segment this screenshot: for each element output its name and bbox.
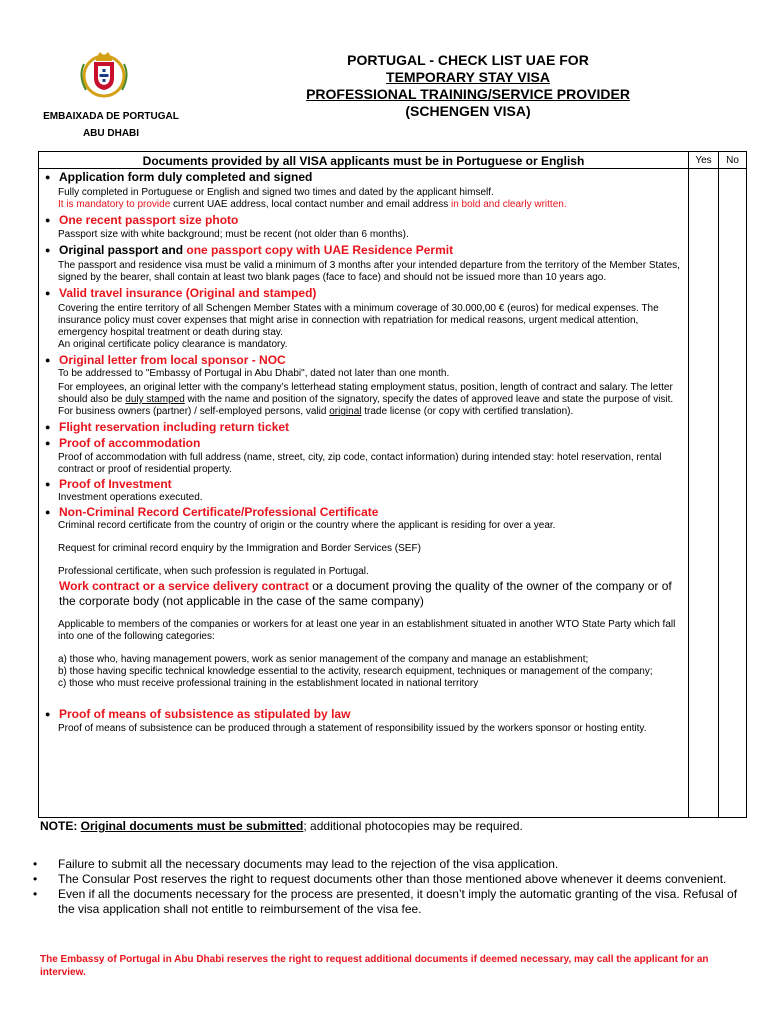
item-desc: Request for criminal record enquiry by the Immigration and Border Services (SEF) <box>58 543 421 554</box>
item-desc: c) those who must receive professional training in the establishment located in national territory <box>58 678 479 689</box>
bullet-icon: • <box>33 887 38 901</box>
checklist-items <box>39 169 689 818</box>
no-column-header: No <box>719 152 747 169</box>
bullet-icon: ● <box>45 355 51 365</box>
item-desc: Proof of accommodation with full address (name, street, city, zip code, contact information) during intended stay: hotel reservation, rental contract or proof of residential property. <box>58 452 662 475</box>
item-criminal <box>39 504 688 578</box>
item-title: One recent passport size photo <box>59 213 239 227</box>
bullet-icon: ● <box>45 422 51 432</box>
item-desc: The passport and residence visa must be valid a minimum of 3 months after your intended departure from the territory of the Member States, signed by the bearer, shall contain at least two blank pages (face to face) and should not be issued more than 10 years ago. <box>58 260 680 283</box>
item-desc: Applicable to members of the companies or workers for at least one year in an establishment situated in another WTO State Party which fall into one of the following categories: <box>58 619 676 642</box>
item-subsistence <box>39 706 688 735</box>
bullet-icon: ● <box>45 479 51 489</box>
item-insurance <box>39 285 688 351</box>
table-header: Documents provided by all VISA applicants must be in Portuguese or English <box>39 152 689 169</box>
item-desc: Investment operations executed. <box>58 492 203 503</box>
item-title: Application form duly completed and signed <box>59 170 313 184</box>
bullet-icon: • <box>33 872 38 886</box>
item-title: Non-Criminal Record Certificate/Professional Certificate <box>59 505 379 519</box>
item-title: Proof of Investment <box>59 477 172 491</box>
bullet-icon: • <box>33 857 38 871</box>
item-title: Valid travel insurance (Original and stamped) <box>59 286 317 300</box>
item-desc: Proof of means of subsistence can be produced through a statement of responsibility issued by the workers sponsor or hosting entity. <box>58 723 647 734</box>
item-title: Work contract or a service delivery contract or a document proving the quality of the owner of the company or of the corporate body (not applicable in the case of the same company) <box>59 579 672 608</box>
checklist-table <box>38 151 747 818</box>
note: NOTE: Original documents must be submitted; additional photocopies may be required. <box>40 819 523 833</box>
notes-list <box>30 857 740 917</box>
bullet-icon: ● <box>45 245 51 255</box>
title-line3: PROFESSIONAL TRAINING/SERVICE PROVIDER <box>306 86 630 102</box>
item-title: Proof of means of subsistence as stipulated by law <box>59 707 351 721</box>
title-line1: PORTUGAL - CHECK LIST UAE FOR <box>347 52 589 68</box>
embassy-line1: EMBAIXADA DE PORTUGAL <box>43 111 179 122</box>
no-checkbox-column[interactable] <box>719 169 747 818</box>
item-desc: For employees, an original letter with the company’s letterhead stating employment status, position, length of contract and salary. The letter should also be duly stamped with the name and position of the signatory, specify the dates of approved leave and state the purpose of visit. <box>58 382 674 405</box>
portugal-coat-of-arms-icon <box>74 44 134 104</box>
embassy-line2: ABU DHABI <box>82 128 140 139</box>
footer-disclaimer: The Embassy of Portugal in Abu Dhabi reserves the right to request additional documents if deemed necessary, may call the applicant for an interview. <box>40 954 709 978</box>
item-desc: a) those who, having management powers, work as senior management of the company and manage an establishment; <box>58 654 589 665</box>
title-line4: (SCHENGEN VISA) <box>405 103 531 119</box>
item-contract <box>39 579 688 690</box>
item-desc: b) those having specific technical knowledge essential to the activity, research equipment, techniques or management of the company; <box>58 666 653 677</box>
list-item: • The Consular Post reserves the right to request documents other than those mentioned above whenever it deems convenient. <box>33 872 727 886</box>
item-desc: Criminal record certificate from the country of origin or the country where the applicant is residing for over a year. <box>58 520 556 531</box>
checklist-body-row <box>39 169 747 818</box>
bullet-icon: ● <box>45 709 51 719</box>
item-photo <box>39 212 688 241</box>
item-desc: To be addressed to "Embassy of Portugal in Abu Dhabi", dated not later than one month. <box>58 368 450 379</box>
title-line2: TEMPORARY STAY VISA <box>386 69 550 85</box>
item-noc <box>39 352 688 418</box>
item-application <box>39 169 688 211</box>
item-desc-mandatory: It is mandatory to provide current UAE address, local contact number and email address in bold and clearly written. <box>58 199 567 210</box>
list-item: • Even if all the documents necessary for the process are presented, it doesn’t imply the automatic granting of the visa. Refusal of the visa application shall not entitle to reimbursement of the visa fee. <box>33 887 738 916</box>
bullet-icon: ● <box>45 288 51 298</box>
item-title: Proof of accommodation <box>59 436 201 450</box>
item-desc: Professional certificate, when such profession is regulated in Portugal. <box>58 566 369 577</box>
item-title: Original letter from local sponsor - NOC <box>59 353 286 367</box>
item-accommodation <box>39 435 688 476</box>
bullet-icon: ● <box>45 215 51 225</box>
item-title: Original passport and one passport copy with UAE Residence Permit <box>59 243 454 257</box>
item-title: Flight reservation including return ticket <box>59 420 290 434</box>
bullet-icon: ● <box>45 172 51 182</box>
item-desc: An original certificate policy clearance is mandatory. <box>58 339 288 350</box>
item-desc: For business owners (partner) / self-employed persons, valid original trade license (or copy with certified translation). <box>58 406 574 417</box>
bullet-icon: ● <box>45 438 51 448</box>
item-desc: Passport size with white background; must be recent (not older than 6 months). <box>58 229 409 240</box>
item-investment <box>39 476 688 504</box>
item-passport <box>39 242 688 284</box>
item-flight <box>39 419 688 435</box>
yes-checkbox-column[interactable] <box>689 169 719 818</box>
bullet-icon: ● <box>45 507 51 517</box>
item-desc: Covering the entire territory of all Schengen Member States with a minimum coverage of 30.000,00 € (euros) for medical expenses. The insurance policy must cover expenses that might arise in connection with repatriation for medical reasons, urgent medical attention, emergency hospital treatment or death during stay. <box>58 303 659 338</box>
table-header-row <box>39 152 747 169</box>
embassy-name <box>38 108 184 142</box>
item-desc: Fully completed in Portuguese or English and signed two times and dated by the applicant himself. <box>58 187 494 198</box>
list-item: • Failure to submit all the necessary documents may lead to the rejection of the visa application. <box>33 857 559 871</box>
yes-column-header: Yes <box>689 152 719 169</box>
page-title <box>278 52 658 120</box>
